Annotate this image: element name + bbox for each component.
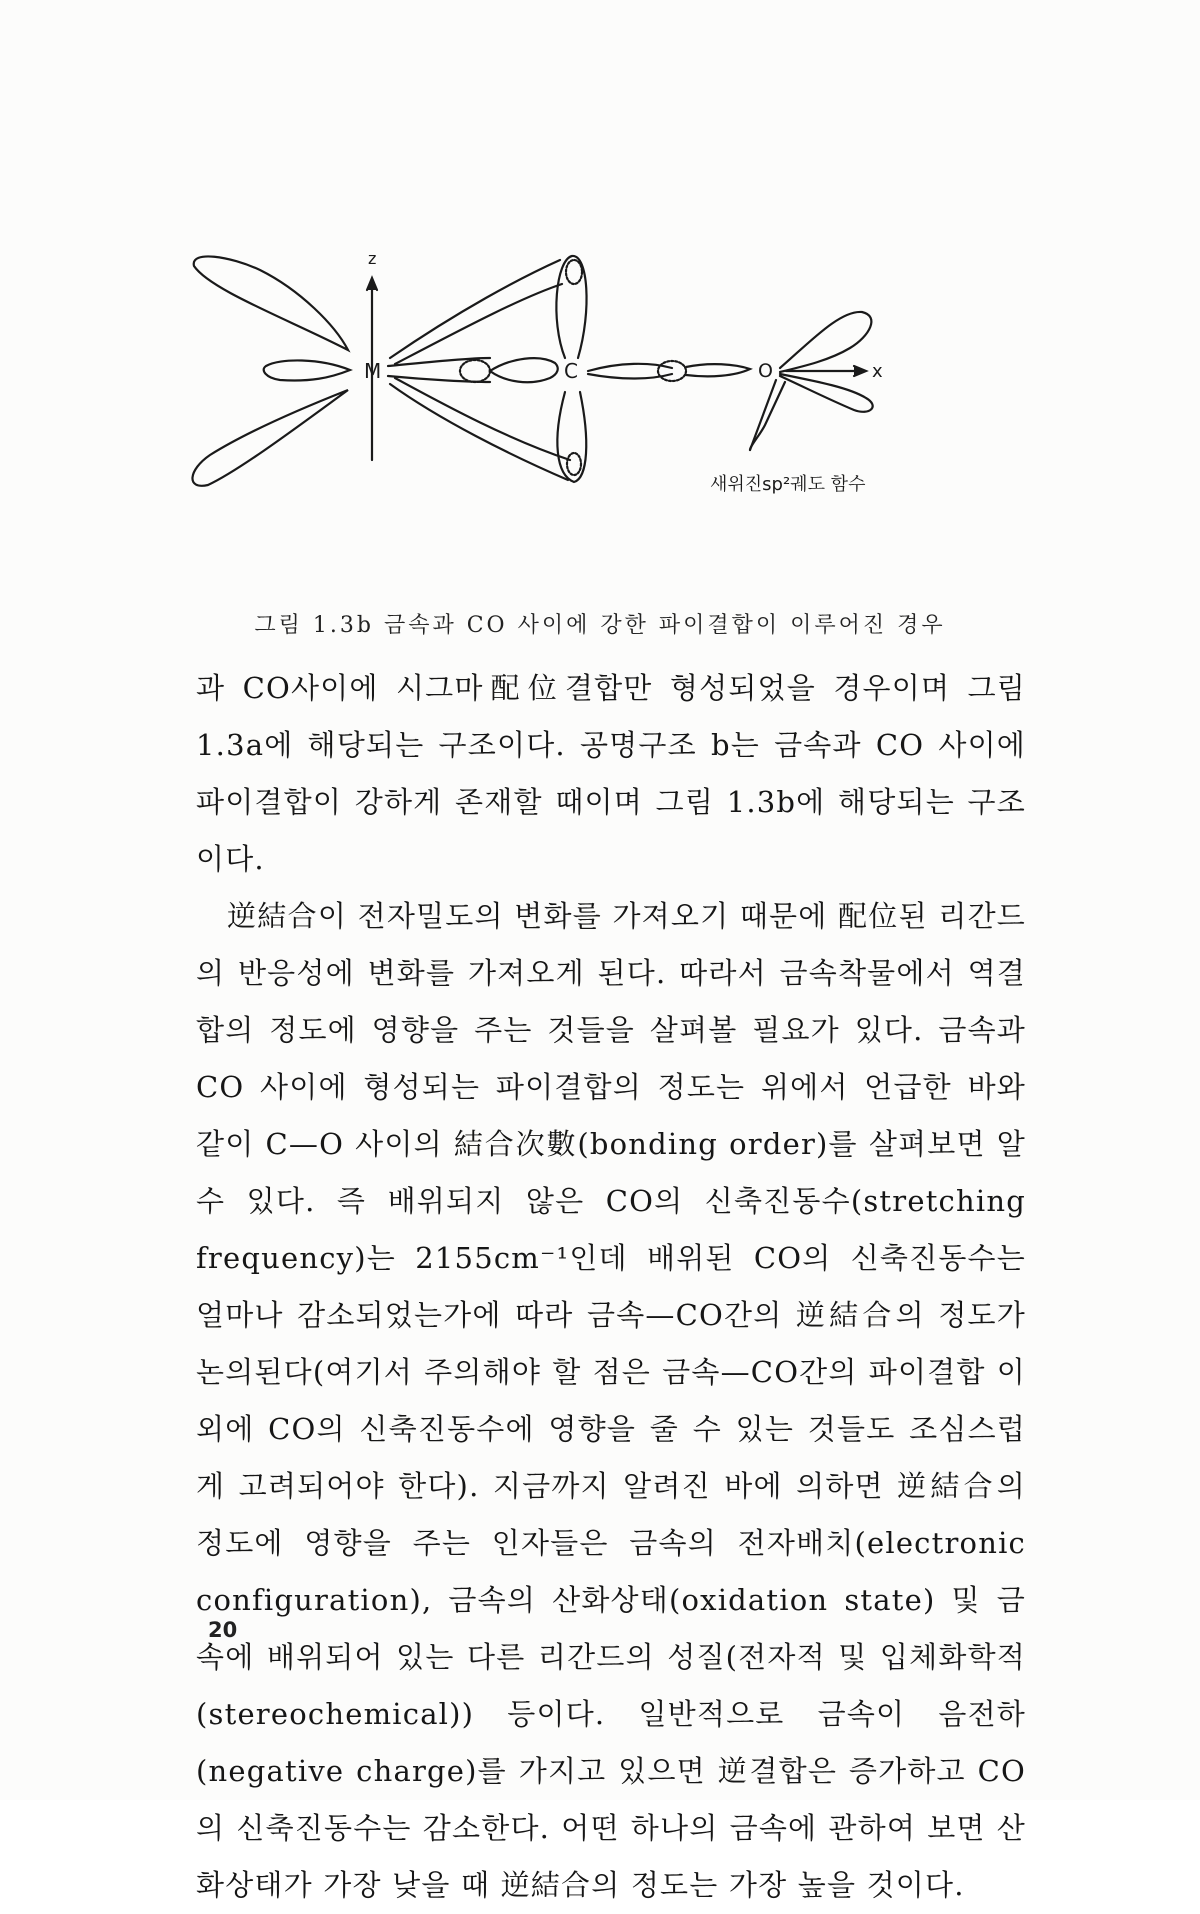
sigma-overlap-m-c bbox=[460, 360, 490, 382]
metal-label: M bbox=[364, 359, 382, 383]
carbon-p-lobe-lower-shading bbox=[567, 453, 581, 475]
body-text bbox=[196, 660, 1026, 1914]
metal-lobe-upper-right bbox=[390, 260, 560, 358]
oxygen-sp2-lobe-lower bbox=[780, 374, 873, 412]
z-axis-label: z bbox=[368, 250, 377, 268]
metal-lobe-left bbox=[264, 360, 350, 380]
orbital-note-label: 새위진sp²궤도 함수 bbox=[710, 474, 866, 495]
x-axis-arrowhead bbox=[854, 366, 866, 376]
oxygen-sp2-lobe-upper bbox=[780, 312, 871, 372]
oxygen-lone-pair-lobe-edge bbox=[750, 382, 785, 450]
paragraph-1: 과 CO사이에 시그마配位결합만 형성되었을 경우이며 그림 1.3a에 해당되는 구조이다. 공명구조 b는 금속과 CO 사이에 파이결합이 강하게 존재할 때이며 그림 1.3b에 해당되는 구조이다. bbox=[196, 671, 1026, 876]
carbon-p-lobe-upper-shading bbox=[566, 260, 582, 284]
carbon-label: C bbox=[564, 359, 578, 383]
sigma-overlap-c-o bbox=[658, 361, 686, 381]
z-axis-arrowhead bbox=[367, 278, 377, 290]
x-axis-label: x bbox=[872, 361, 883, 382]
metal-lobe-lower-left bbox=[192, 390, 348, 486]
orbital-diagram bbox=[190, 250, 1010, 580]
metal-lobe-upper-right-inner bbox=[395, 284, 562, 364]
oxygen-lone-pair-lobe bbox=[750, 380, 776, 450]
orbital-diagram-svg bbox=[190, 250, 1010, 580]
oxygen-label: O bbox=[758, 360, 773, 382]
oxygen-lobe-left bbox=[686, 364, 750, 376]
metal-lobe-lower-right-inner bbox=[395, 378, 570, 460]
metal-lobe-lower-right bbox=[390, 384, 568, 480]
carbon-lobe-left bbox=[490, 358, 558, 382]
page-number: 20 bbox=[208, 1618, 238, 1642]
metal-lobe-upper-left bbox=[194, 256, 348, 350]
carbon-p-lobe-lower bbox=[557, 392, 586, 482]
figure-caption: 그림 1.3b 금속과 CO 사이에 강한 파이결합이 이루어진 경우 bbox=[254, 613, 946, 638]
paragraph-2: 逆結合이 전자밀도의 변화를 가져오기 때문에 配位된 리간드의 반응성에 변화를 가져오게 된다. 따라서 금속착물에서 역결합의 정도에 영향을 주는 것들을 살펴볼 필요가 있다. 금속과 CO 사이에 형성되는 파이결합의 정도는 위에서 언급한 바와 같이 C—O 사이의 結合次數(bonding order)를 살펴보면 알 수 있다. 즉 배위되지 않은 CO의 신축진동수(stretching frequency)는 2155cm⁻¹인데 배위된 CO의 신축진동수는 얼마나 감소되었는가에 따라 금속—CO간의 逆結合의 정도가 논의된다(여기서 주의해야 할 점은 금속—CO간의 파이결합 이외에 CO의 신축진동수에 영향을 줄 수 있는 것들도 조심스럽게 고려되어야 한다). 지금까지 알려진 바에 의하면 逆結合의 정도에 영향을 주는 인자들은 금속의 전자배치(electronic configuration), 금속의 산화상태(oxidation state) 및 금속에 배위되어 있는 다른 리간드의 성질(전자적 및 입체화학적(stereochemical)) 등이다. 일반적으로 금속이 음전하(negative charge)를 가지고 있으면 逆결합은 증가하고 CO의 신축진동수는 감소한다. 어떤 하나의 금속에 관하여 보면 산화상태가 가장 낮을 때 逆結合의 정도는 가장 높을 것이다. bbox=[196, 899, 1026, 1902]
